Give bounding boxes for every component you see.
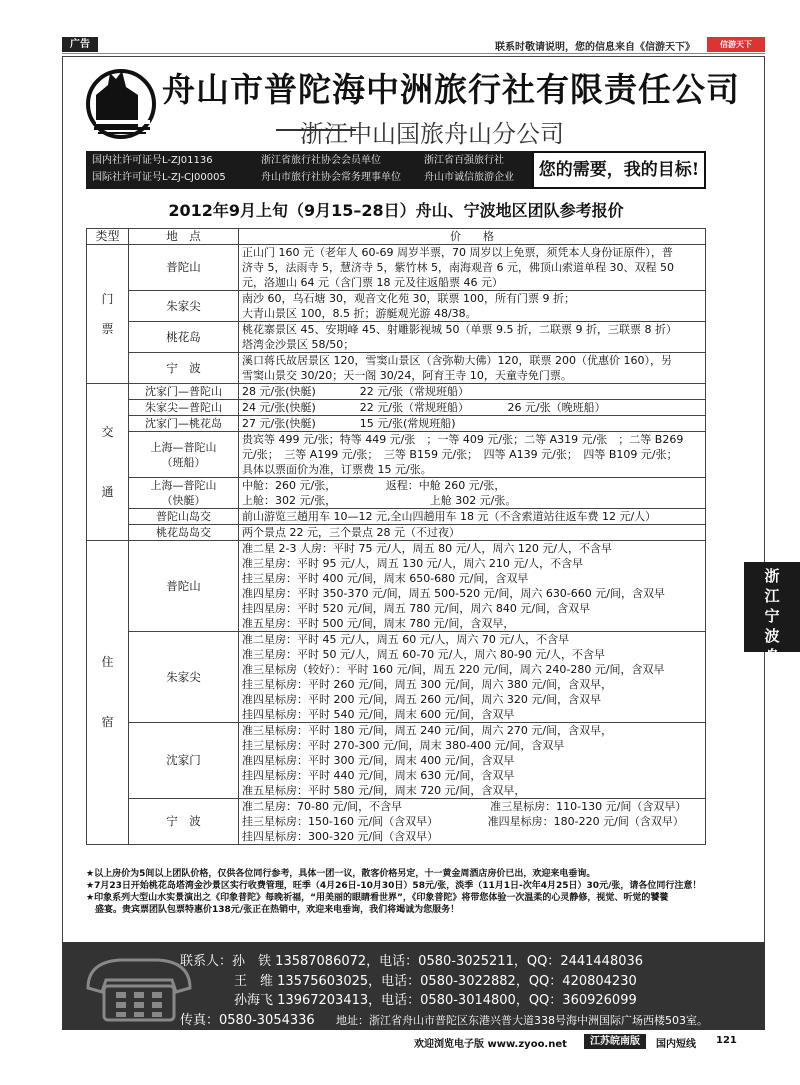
fax-label: 传真： bbox=[180, 1013, 220, 1028]
member-city: 舟山市旅行社协会常务理事单位 bbox=[261, 172, 401, 183]
slogan: 您的需要，我的目标! bbox=[532, 151, 706, 189]
top-bar bbox=[62, 36, 765, 54]
price-cell: 两个景点 22 元，三个景点 28 元（不过夜） bbox=[239, 525, 706, 541]
location-cell: 朱家尖—普陀山 bbox=[129, 400, 239, 416]
page-number: 121 bbox=[716, 1035, 737, 1046]
location-cell: 宁 波 bbox=[129, 353, 239, 384]
price-cell: 贵宾等 499 元/张；特等 449 元/张 ；一等 409 元/张；二等 A319 元/张 ；二等 B269 元/张； 三等 A199 元/张； 三等 B159 元/张； 四等 A139 元/张； 四等 B109 元/张； 具体以票面价为准，订票费 15 元/张。 bbox=[239, 432, 706, 478]
table-row bbox=[87, 384, 706, 400]
price-title: 2012年9月上旬（9月15–28日）舟山、宁波地区团队参考报价 bbox=[168, 201, 624, 220]
qq-label: ，QQ： bbox=[513, 954, 561, 969]
contact-name: 孙 铁 bbox=[232, 954, 272, 969]
location-cell: 沈家门—桃花岛 bbox=[129, 416, 239, 432]
table-row bbox=[87, 509, 706, 525]
contact-mobile: 13575603025 bbox=[277, 974, 369, 989]
source-notice: 联系时敬请说明，您的信息来自《信游天下》 bbox=[495, 42, 695, 53]
contact-row bbox=[234, 989, 637, 1008]
footnote: ★以上房价为5间以上团队价格，仅供各位同行参考，具体一团一议，散客价格另定，十一黄金周酒店房价已出，欢迎来电垂询。 bbox=[86, 869, 596, 879]
contact-qq: 2441448036 bbox=[560, 954, 644, 969]
tel-label: ，电话： bbox=[366, 954, 419, 969]
table-row bbox=[87, 478, 706, 509]
table-row bbox=[87, 400, 706, 416]
contact-row bbox=[180, 950, 643, 969]
table-row bbox=[87, 723, 706, 799]
table-row bbox=[87, 291, 706, 322]
license-international: 国际社许可证号L-ZJ-CJ00005 bbox=[92, 172, 226, 183]
contact-tel: 0580-3022882 bbox=[420, 974, 516, 989]
table-row bbox=[87, 432, 706, 478]
company-name: 舟山市普陀海中洲旅行社有限责任公司 bbox=[162, 70, 740, 109]
footnote: 盛宴。贵宾票团队包票特惠价138元/张正在热销中，欢迎来电垂询，我们将竭诚为您服务！ bbox=[86, 905, 460, 915]
price-cell: 正山门 160 元（老年人 60-69 周岁半票，70 周岁以上免票，须凭本人身份证原件），普 济寺 5，法雨寺 5，慧济寺 5，紫竹林 5，南海观音 6 元，佛顶山索道单程 30、双程 50 元，洛迦山 64 元（含门票 18 元及往返船票 46 元） bbox=[239, 245, 706, 291]
company-logo-icon bbox=[86, 65, 156, 143]
location-cell: 桃花岛 bbox=[129, 322, 239, 353]
footnotes bbox=[86, 868, 726, 916]
location-cell: 上海—普陀山 （快艇） bbox=[129, 478, 239, 509]
ad-tag: 广告 bbox=[62, 37, 98, 52]
location-cell: 上海—普陀山 （班船） bbox=[129, 432, 239, 478]
address bbox=[336, 1012, 708, 1028]
location-cell: 宁 波 bbox=[129, 799, 239, 845]
region-tab: 浙 江 宁 波 舟 山 bbox=[744, 562, 800, 652]
tel-label: ，电话： bbox=[368, 993, 421, 1008]
location-cell: 普陀山 bbox=[129, 245, 239, 291]
website-text: 欢迎浏览电子版 www.zyoo.net bbox=[414, 1039, 567, 1050]
award-top100: 浙江省百强旅行社 bbox=[424, 155, 504, 166]
section-name: 国内短线 bbox=[656, 1039, 696, 1050]
header-price: 价 格 bbox=[239, 229, 706, 245]
award-integrity: 舟山市诚信旅游企业 bbox=[424, 172, 514, 183]
table-row bbox=[87, 353, 706, 384]
table-row bbox=[87, 416, 706, 432]
contact-name: 孙海飞 bbox=[234, 993, 274, 1008]
price-cell: 准二星房：70-80 元/间，不含早 准三星标房：110-130 元/间（含双早） 挂三星标房：150-160 元/间（含双早） 准四星标房：180-220 元/间（含双早） 挂四星标房：300-320 元/间（含双早） bbox=[239, 799, 706, 845]
contact-qq: 420804230 bbox=[562, 974, 637, 989]
qq-label: ，QQ： bbox=[515, 993, 563, 1008]
price-cell: 准二星房：平时 45 元/人，周五 60 元/人，周六 70 元/人，不含早 准三星房：平时 50 元/人，周五 60-70 元/人，周六 80-90 元/人，不含早 准三星标房（较好）：平时 160 元/间，周五 220 元/间，周六 240-280 元/间，含双早 挂三星标房：平时 260 元/间，周五 300 元/间，周六 380 元/间，含双早， 准四星标房：平时 200 元/间，周五 260 元/间，周六 320 元/间，含双早 挂四星标房：平时 540 元/间，周末 600 元/间，含双早 bbox=[239, 632, 706, 723]
footnote: ★7月23日开始桃花岛塔湾金沙景区实行收费管理，旺季（4月26日-10月30日）58元/张，淡季（11月1日-次年4月25日）30元/张，请各位同行注意！ bbox=[86, 881, 702, 891]
type-tickets: 门 票 bbox=[87, 245, 129, 384]
contact-panel bbox=[62, 942, 765, 1030]
contact-tel: 0580-3014800 bbox=[420, 993, 516, 1008]
contact-row bbox=[234, 970, 637, 989]
type-transport: 交 通 bbox=[87, 384, 129, 541]
location-cell: 普陀山 bbox=[129, 541, 239, 632]
header-location: 地 点 bbox=[129, 229, 239, 245]
table-row bbox=[87, 525, 706, 541]
price-cell: 24 元/张(快艇) 22 元/张（常规班船） 26 元/张（晚班船） bbox=[239, 400, 706, 416]
table-row bbox=[87, 799, 706, 845]
address-text: 浙江省舟山市普陀区东港兴普大道338号海中洲国际广场西楼503室。 bbox=[369, 1014, 708, 1027]
location-cell: 普陀山岛交 bbox=[129, 509, 239, 525]
bottom-bar bbox=[0, 1034, 800, 1050]
price-cell: 中舱：260 元/张， 返程：中舱 260 元/张， 上舱：302 元/张， 上舱 302 元/张。 bbox=[239, 478, 706, 509]
table-row bbox=[87, 322, 706, 353]
footnote: ★印象系列大型山水实景演出之《印象普陀》每晚祈福，“用美丽的眼睛看世界”，《印象普陀》将带您体验一次温柔的心灵静修，视觉、听觉的饕餮 bbox=[86, 893, 669, 903]
contact-mobile: 13587086072 bbox=[275, 954, 367, 969]
location-cell: 沈家门 bbox=[129, 723, 239, 799]
price-cell: 南沙 60，乌石塘 30，观音文化苑 30，联票 100，所有门票 9 折； 大青山景区 100，8.5 折；游艇观光游 48/38。 bbox=[239, 291, 706, 322]
tel-label: ，电话： bbox=[368, 974, 421, 989]
location-cell: 沈家门—普陀山 bbox=[129, 384, 239, 400]
edition-badge: 江苏皖南版 bbox=[584, 1034, 646, 1049]
location-cell: 朱家尖 bbox=[129, 632, 239, 723]
contact-mobile: 13967203413 bbox=[277, 993, 369, 1008]
header-type: 类型 bbox=[87, 229, 129, 245]
price-cell: 28 元/张(快艇) 22 元/张（常规班船） bbox=[239, 384, 706, 400]
branch-name: 浙江中山国旅舟山分公司 bbox=[300, 120, 564, 148]
member-provincial: 浙江省旅行社协会会员单位 bbox=[261, 155, 381, 166]
price-cell: 准二星 2-3 人房：平时 75 元/人，周五 80 元/人，周六 120 元/人，不含早 准三星房：平时 95 元/人，周五 130 元/人，周六 210 元/人，不含早 挂三星房：平时 400 元/间，周末 650-680 元/间，含双早 准四星房：平时 350-370 元/间，周五 500-520 元/间，周六 630-660 元/间，含双早 挂四星房：平时 520 元/间，周五 780 元/间，周六 840 元/间，含双早 准五星房：平时 500 元/间，周末 780 元/间，含双早， bbox=[239, 541, 706, 632]
contact-label: 联系人： bbox=[180, 954, 233, 969]
table-row bbox=[87, 632, 706, 723]
license-domestic: 国内社许可证号L-ZJ01136 bbox=[92, 155, 213, 166]
price-cell: 溪口蒋氏故居景区 120，雪窦山景区（含弥勒大佛）120，联票 200（优惠价 160），另 雪窦山景交 30/20；天一阁 30/24，阿育王寺 10，天童寺免门票。 bbox=[239, 353, 706, 384]
contact-tel: 0580-3025211 bbox=[418, 954, 514, 969]
fax-row bbox=[180, 1009, 315, 1028]
address-label: 地址： bbox=[336, 1014, 369, 1027]
type-lodging: 住 宿 bbox=[87, 541, 129, 845]
table-row bbox=[87, 541, 706, 632]
qq-label: ，QQ： bbox=[515, 974, 563, 989]
table-row bbox=[87, 245, 706, 291]
price-cell: 前山游览三趟用车 10—12 元,全山四趟用车 18 元（不含索道站往返车费 12 元/人） bbox=[239, 509, 706, 525]
license-bar bbox=[86, 151, 706, 189]
price-table bbox=[86, 228, 706, 845]
price-cell: 27 元/张(快艇) 15 元/张(常规班船) bbox=[239, 416, 706, 432]
location-cell: 朱家尖 bbox=[129, 291, 239, 322]
publication-logo: 信游天下 bbox=[707, 37, 765, 52]
price-cell: 准三星标房：平时 180 元/间，周五 240 元/间，周六 270 元/间，含双早， 挂三星标房：平时 270-300 元/间，周末 380-400 元/间，含双早 准四星标房：平时 300 元/间，周末 400 元/间，含双早 挂四星标房：平时 440 元/间，周末 630 元/间，含双早 准五星标房：平时 580 元/间，周末 720 元/间，含双早， bbox=[239, 723, 706, 799]
location-cell: 桃花岛岛交 bbox=[129, 525, 239, 541]
price-cell: 桃花寨景区 45、安期峰 45、射雕影视城 50（单票 9.5 折，二联票 9 折，三联票 8 折） 塔湾金沙景区 58/50； bbox=[239, 322, 706, 353]
fax-number: 0580-3054336 bbox=[219, 1013, 315, 1028]
table-header-row bbox=[87, 229, 706, 245]
contact-qq: 360926099 bbox=[562, 993, 637, 1008]
contact-name: 王 维 bbox=[234, 974, 274, 989]
